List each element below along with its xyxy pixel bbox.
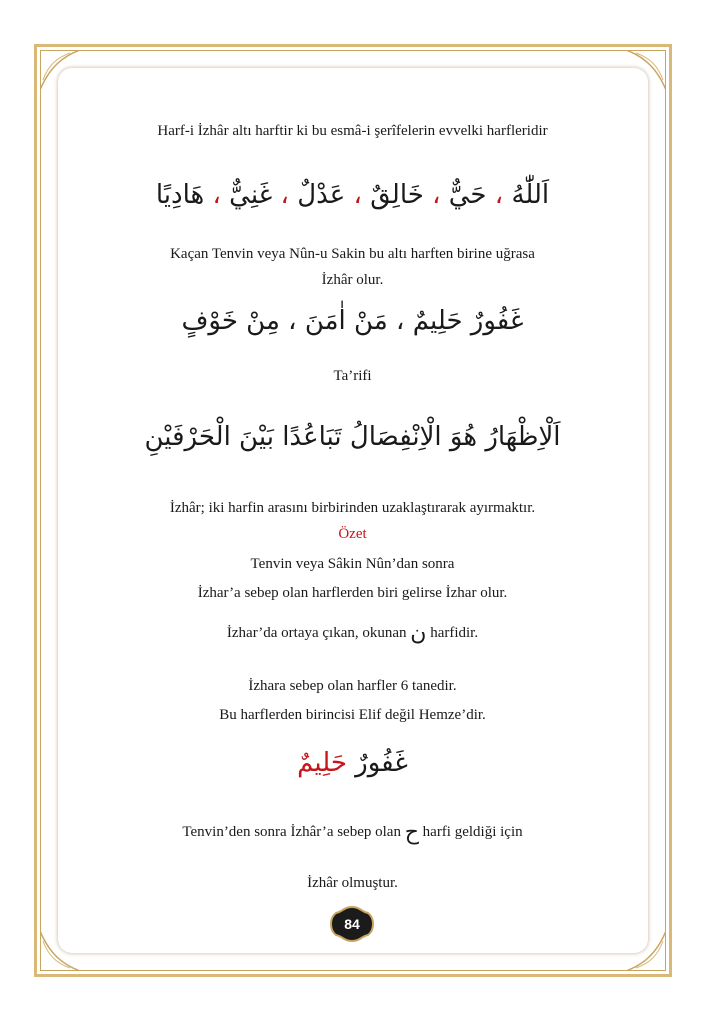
arabic-separator: ، bbox=[432, 180, 441, 210]
arabic-word-highlighted: حَلِيمٌ bbox=[297, 748, 347, 778]
summary-heading: Özet bbox=[338, 526, 367, 542]
arabic-separator: ، bbox=[288, 306, 297, 336]
explanation-result-text: İzhâr olmuştur. bbox=[307, 875, 398, 891]
page-number: 84 bbox=[344, 916, 360, 932]
definition-text: İzhâr; iki harfin arasını birbirinden uzaklaştırarak ayırmaktır. bbox=[169, 500, 536, 516]
summary-text-3 bbox=[0, 621, 705, 646]
intro-text: Harf-i İzhâr altı harftir ki bu esmâ-i şerîfelerin evvelki harfleridir bbox=[157, 123, 548, 139]
arabic-example: مَنْ اٰمَنَ bbox=[304, 306, 388, 336]
arabic-word: غَنِيٌّ bbox=[229, 180, 273, 210]
page-number-badge bbox=[330, 906, 374, 942]
arabic-separator: ، bbox=[353, 180, 362, 210]
ha-letter-glyph: ح bbox=[404, 820, 419, 845]
arabic-separator: ، bbox=[212, 180, 221, 210]
corner-ornament-icon bbox=[626, 931, 666, 971]
arabic-word: هَادِيًا bbox=[155, 180, 205, 210]
summary-text-2: İzhar’a sebep olan harflerden biri gelirse İzhar olur. bbox=[197, 585, 508, 601]
summary-text-4: İzhara sebep olan harfler 6 tanedir. bbox=[248, 678, 457, 694]
summary-text-5: Bu harflerden birincisi Elif değil Hemze’dir. bbox=[219, 707, 486, 723]
summary-text-1: Tenvin veya Sâkin Nûn’dan sonra bbox=[250, 556, 455, 572]
arabic-example: غَفُورٌ حَلِيمٌ bbox=[412, 306, 524, 336]
rule-result-text: İzhâr olur. bbox=[321, 272, 384, 288]
arabic-separator: ، bbox=[396, 306, 405, 336]
nun-letter-glyph: ن bbox=[410, 621, 427, 646]
text-fragment: harfi geldiği için bbox=[422, 824, 523, 840]
explanation-text bbox=[0, 820, 705, 845]
text-fragment: harfidir. bbox=[430, 625, 479, 641]
arabic-word: غَفُورٌ bbox=[355, 748, 408, 778]
corner-ornament-icon bbox=[626, 50, 666, 90]
arabic-word: اَللّٰهُ bbox=[511, 180, 550, 210]
arabic-example-2 bbox=[0, 746, 705, 780]
arabic-word: خَالِقٌ bbox=[370, 180, 424, 210]
arabic-separator: ، bbox=[280, 180, 289, 210]
arabic-examples-line bbox=[0, 304, 705, 338]
arabic-word: عَدْلٌ bbox=[297, 180, 346, 210]
corner-ornament-icon bbox=[40, 931, 80, 971]
arabic-separator: ، bbox=[494, 180, 504, 210]
arabic-example: مِنْ خَوْفٍ bbox=[181, 306, 280, 336]
definition-title: Ta’rifi bbox=[333, 368, 372, 384]
arabic-names-line bbox=[0, 178, 705, 212]
arabic-definition: اَلْاِظْهَارُ هُوَ الْاِنْفِصَالُ تَبَاعُدًا بَيْنَ الْحَرْفَيْنِ bbox=[144, 422, 561, 452]
text-fragment: Tenvin’den sonra İzhâr’a sebep olan bbox=[182, 824, 401, 840]
text-fragment: İzhar’da ortaya çıkan, okunan bbox=[226, 625, 407, 641]
rule-text: Kaçan Tenvin veya Nûn-u Sakin bu altı harften birine uğrasa bbox=[170, 246, 535, 262]
corner-ornament-icon bbox=[40, 50, 80, 90]
arabic-word: حَيٌّ bbox=[448, 180, 487, 210]
